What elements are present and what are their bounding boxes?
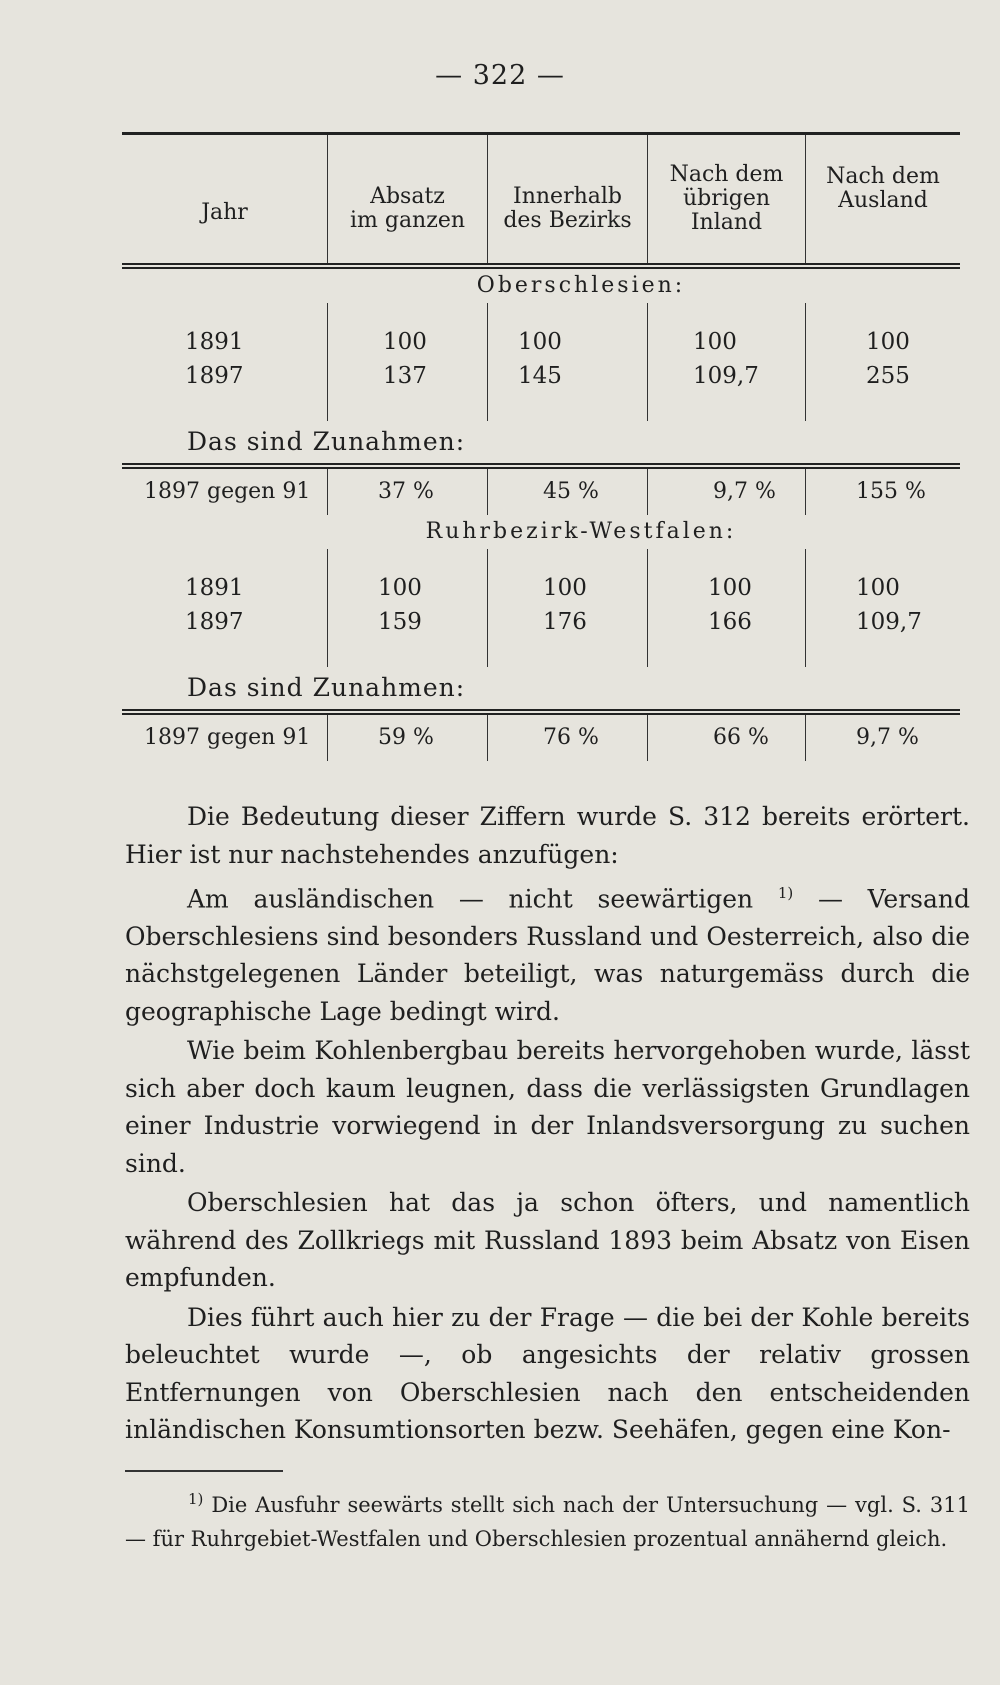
innerhalb-cell: 145 xyxy=(518,363,562,389)
ausland-cell: 100 xyxy=(866,329,910,355)
statistics-table xyxy=(122,132,960,761)
footnote-rule xyxy=(125,1470,283,1472)
increase-row-oberschlesien xyxy=(122,469,960,515)
paragraph: Oberschlesien hat das ja schon öfters, und namentlich während des Zollkriegs mit Russland 1893 beim Absatz von Eisen empfunden. xyxy=(125,1188,970,1293)
increase-absatz: 59 % xyxy=(327,715,487,761)
year-cell: 1897 xyxy=(185,363,244,389)
header-inland: Nach dem übrigen Inland xyxy=(647,135,805,263)
footnote xyxy=(125,1482,970,1556)
section-title-oberschlesien: Oberschlesien: xyxy=(476,273,686,298)
header-absatz: Absatz im ganzen xyxy=(327,135,487,263)
body-text xyxy=(125,798,970,1449)
absatz-cell: 100 xyxy=(378,575,422,601)
absatz-cell: 137 xyxy=(383,363,427,389)
increase-inland: 9,7 % xyxy=(647,469,805,515)
increase-period: 1897 gegen 91 xyxy=(144,479,311,504)
paragraph: Am ausländischen — nicht seewärtigen $^{1)}$ — Versand Oberschlesiens sind besonders Russland und Oesterreich, also die nächstgelegenen Länder beteiligt, was naturgemäss durch die geographische Lage bedingt wird. xyxy=(125,884,971,1026)
paragraph: Dies führt auch hier zu der Frage — die bei der Kohle bereits beleuchtet wurde —, ob angesichts der relativ grossen Entfernungen von Oberschlesien nach den entscheidenden inländischen Konsumtionsorten bezw. Seehäfen, gegen eine Kon- xyxy=(125,1302,970,1445)
increase-innerhalb: 76 % xyxy=(487,715,647,761)
header-jahr: Jahr xyxy=(201,200,248,225)
page-number: — 322 — xyxy=(435,60,565,91)
paragraph: Wie beim Kohlenbergbau bereits hervorgehoben wurde, lässt sich aber doch kaum leugnen, dass die verlässigsten Grundlagen einer Industrie vorwiegend in der Inlandsversorgung zu suchen sind. xyxy=(125,1036,970,1178)
innerhalb-cell: 100 xyxy=(518,329,562,355)
header-ausland: Nach dem Ausland xyxy=(805,135,960,263)
ausland-cell: 255 xyxy=(866,363,910,389)
ausland-cell: 100 xyxy=(856,575,900,601)
table-header-row xyxy=(122,135,960,263)
innerhalb-cell: 100 xyxy=(543,575,587,601)
data-block-oberschlesien xyxy=(122,303,960,421)
paragraph: Die Bedeutung dieser Ziffern wurde S. 312 bereits erörtert. Hier ist nur nachstehendes anzufügen: xyxy=(125,802,970,869)
inland-cell: 100 xyxy=(693,329,737,355)
increase-ausland: 155 % xyxy=(805,469,960,515)
inland-cell: 166 xyxy=(708,609,752,635)
footnote-reference: 1) xyxy=(777,884,794,902)
increase-ausland: 9,7 % xyxy=(805,715,960,761)
section-title-ruhrbezirk: Ruhrbezirk-Westfalen: xyxy=(425,519,737,544)
footnote-marker: 1) xyxy=(188,1490,204,1508)
increase-absatz: 37 % xyxy=(327,469,487,515)
ausland-cell: 109,7 xyxy=(856,609,922,635)
inland-cell: 100 xyxy=(708,575,752,601)
increase-row-ruhrbezirk xyxy=(122,715,960,761)
data-block-ruhrbezirk xyxy=(122,549,960,667)
innerhalb-cell: 176 xyxy=(543,609,587,635)
increase-inland: 66 % xyxy=(647,715,805,761)
increase-period: 1897 gegen 91 xyxy=(144,725,311,750)
increase-innerhalb: 45 % xyxy=(487,469,647,515)
increase-label: Das sind Zunahmen: xyxy=(187,427,466,456)
absatz-cell: 100 xyxy=(383,329,427,355)
header-innerhalb: Innerhalb des Bezirks xyxy=(487,135,647,263)
inland-cell: 109,7 xyxy=(693,363,759,389)
absatz-cell: 159 xyxy=(378,609,422,635)
year-cell: 1897 xyxy=(185,609,244,635)
year-cell: 1891 xyxy=(185,329,244,355)
year-cell: 1891 xyxy=(185,575,244,601)
footnote-text: Die Ausfuhr seewärts stellt sich nach der Untersuchung — vgl. S. 311 — für Ruhrgebiet-Westfalen und Oberschlesien prozentual annähernd gleich. xyxy=(125,1493,970,1551)
increase-label: Das sind Zunahmen: xyxy=(187,673,466,702)
